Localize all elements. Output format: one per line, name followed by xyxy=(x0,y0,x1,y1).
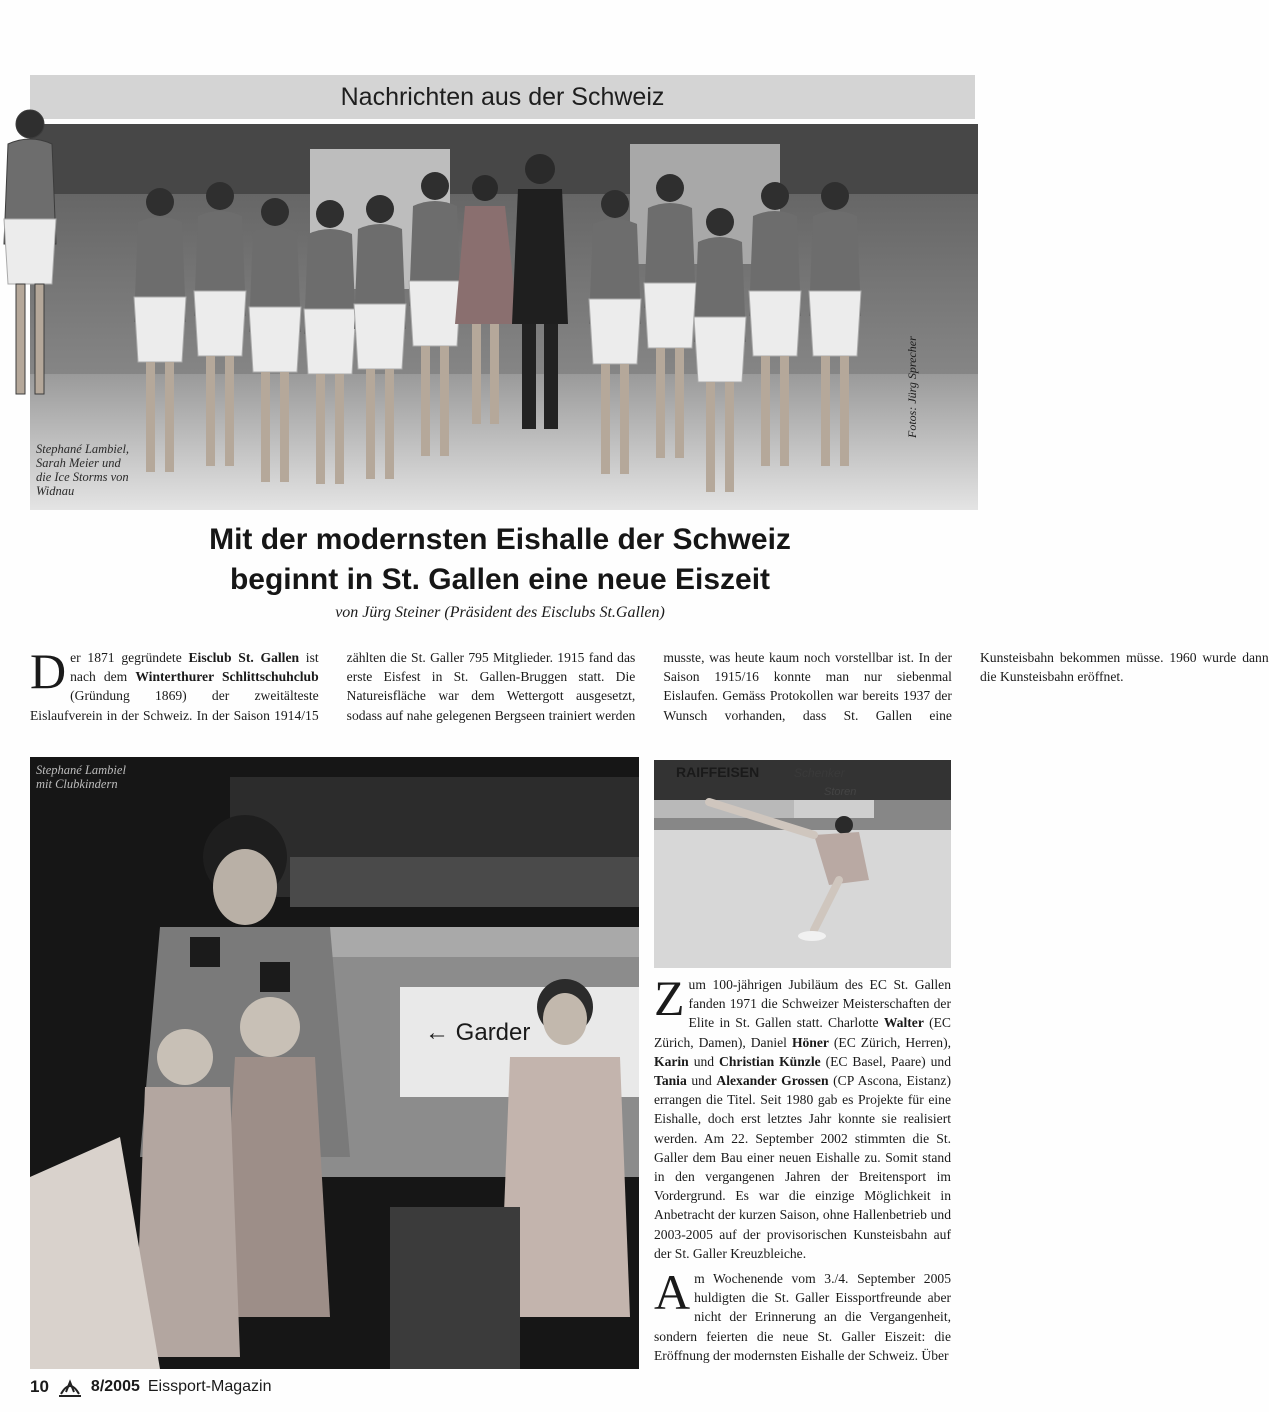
skater-name: Höner xyxy=(791,1034,829,1050)
top-photo-caption xyxy=(36,442,166,498)
text-span: ist nach dem xyxy=(70,650,319,685)
caption-line: mit Clubkindern xyxy=(36,777,118,791)
issue-number: 8/2005 xyxy=(90,1378,140,1395)
headline-line-1: Mit der modernsten Eishalle der Schweiz xyxy=(209,523,791,556)
article-headline xyxy=(60,520,940,600)
text-span: (Gründung 1869) der zweitälteste Eislaufverein in der Schweiz. In der Saison 1914/15 zählten die St. Galler 795 Mitglieder. 1915 fand das erste Eisfest in St. Gallen-Bruggen statt. Die Natureisfläche war dem Wettergott ausgesetzt, sodass auf nahe gelegenen Bergseen trainiert werden musste, was heute kaum noch vorstellbar ist. In der Saison 1915/16 konnte man nur siebenmal Eislaufen. Gemäss Protokollen war bereits 1937 der Wunsch vorhanden, dass St. Gallen eine Kunsteisbahn bekommen müsse. 1960 wurde dann die Kunsteisbahn eröffnet. xyxy=(30,650,1269,723)
sponsor-banner-sub: Storen xyxy=(824,786,857,798)
bottom-left-photo xyxy=(30,757,639,1369)
text-span: er 1871 gegründete xyxy=(70,650,189,665)
page-number: 10 xyxy=(30,1377,49,1396)
skater-name: Christian Künzle xyxy=(719,1053,821,1069)
magazine-name: Eissport-Magazin xyxy=(147,1378,272,1395)
club-name: Winterthurer Schlittschuhclub xyxy=(135,669,319,685)
top-group-photo xyxy=(30,124,978,510)
caption-line: Stephané Lambiel xyxy=(36,763,126,777)
text-span: (CP Ascona, Eistanz) errangen die Titel. Seit 1980 gab es Projekte für eine Eishalle, doch erst letztes Jahr konnte sie realisiert werden. Am 22. September 2002 stimmten die St. Galler dem Bau einer neuen Eishalle zu. Somit stand in den vergangenen Jahren der Breitensport im Vordergrund. Es war die einzige Möglichkeit in Anbetracht der kurzen Saison, ohne Hallenbetrieb und 2003-2005 auf der provisorischen Kunsteisbahn auf der St. Galler Kreuzbleiche. xyxy=(654,1073,951,1261)
sidebar-text xyxy=(654,970,952,1365)
text-span: um 100-jährigen Jubiläum des EC St. Gallen fanden 1971 die Schweizer Meisterschaften der Elite in St. Gallen statt. Charlotte xyxy=(688,977,951,1031)
garderobe-sign xyxy=(425,1019,530,1047)
raiffeisen-banner: RAIFFEISEN xyxy=(676,764,760,780)
page-footer xyxy=(30,1376,271,1398)
dropcap: A xyxy=(654,1264,691,1321)
paragraph xyxy=(654,1264,951,1365)
skater-name: Tania xyxy=(654,1073,687,1089)
text-span: (EC Zürich, Damen), Daniel xyxy=(654,1015,951,1050)
skater-logo-icon xyxy=(57,1376,83,1398)
section-title: Nachrichten aus der Schweiz xyxy=(340,82,665,111)
skater-name: Alexander Grossen xyxy=(716,1073,829,1089)
skater-name: Karin xyxy=(654,1053,689,1069)
text-span: m Wochenende vom 3./4. September 2005 huldigten die St. Galler Eissportfreunde aber nicht der Erinnerung an die Vergangenheit, sondern feierten die neue St. Galler Eiszeit: die Eröffnung der modernsten Eishalle der Schweiz. Über xyxy=(654,1271,951,1363)
text-span: (EC Basel, Paare) und xyxy=(820,1053,952,1069)
dropcap: Z xyxy=(654,970,685,1026)
caption-line: die Ice Storms von xyxy=(36,470,129,484)
text-span: und xyxy=(688,1053,720,1069)
club-name: Eisclub St. Gallen xyxy=(188,650,300,665)
headline-line-2: beginnt in St. Gallen eine neue Eiszeit xyxy=(229,563,771,596)
sign-text: Garder xyxy=(455,1019,531,1046)
bottom-right-photo xyxy=(654,760,951,968)
text-span: (EC Zürich, Herren), xyxy=(828,1034,952,1050)
skater-name: Walter xyxy=(883,1015,924,1031)
caption-line: Sarah Meier und xyxy=(36,456,121,470)
dropcap: D xyxy=(30,643,67,699)
intro-text xyxy=(30,643,1269,744)
section-banner xyxy=(30,75,975,119)
caption-line: Stephané Lambiel, xyxy=(36,442,130,456)
bottom-left-caption xyxy=(36,763,126,791)
arrow-left-icon: ← xyxy=(425,1019,449,1046)
sponsor-banner: Schenker xyxy=(794,766,845,780)
caption-line: Widnau xyxy=(36,484,75,498)
photo-credit: Fotos: Jürg Sprecher xyxy=(905,336,919,438)
text-span: und xyxy=(686,1073,717,1089)
article-byline: von Jürg Steiner (Präsident des Eisclubs St.Gallen) xyxy=(335,604,665,621)
